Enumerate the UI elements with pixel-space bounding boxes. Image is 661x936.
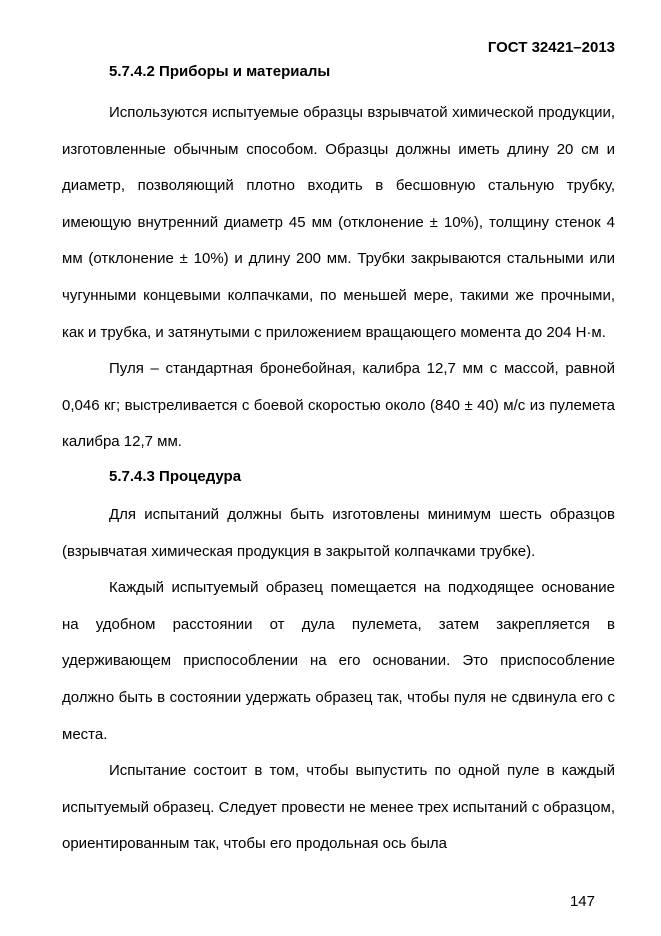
paragraph-bullet: Пуля – стандартная бронебойная, калибра 12,7 мм с массой, равной 0,046 кг; выстреливается с боевой скоростью около (840 ± 40) м/с из пулемета калибра 12,7 мм. [62, 360, 615, 451]
section-heading-instruments: 5.7.4.2 Приборы и материалы [109, 63, 331, 80]
paragraph-placement: Каждый испытуемый образец помещается на подходящее основание на удобном расстоянии от дула пулемета, затем закрепляется в удерживающем приспособлении на его основании. Это приспособление должно быть в состоянии удержать образец так, чтобы пуля не сдвинула его с места. [62, 579, 615, 743]
standard-header: ГОСТ 32421–2013 [487, 39, 615, 56]
paragraph-sample-count: Для испытаний должны быть изготовлены минимум шесть образцов (взрывчатая химическая продукция в закрытой колпачками трубке). [62, 505, 615, 560]
document-page [62, 0, 615, 936]
page-number: 147 [569, 893, 595, 910]
document-body [62, 62, 615, 863]
section-heading-procedure: 5.7.4.3 Процедура [109, 467, 242, 485]
paragraph-test-description: Испытание состоит в том, чтобы выпустить по одной пуле в каждый испытуемый образец. Следует провести не менее трех испытаний с образцом, ориентированным так, чтобы его продольная ось была [62, 762, 615, 853]
paragraph-samples: Используются испытуемые образцы взрывчатой химической продукции, изготовленные обычным способом. Образцы должны иметь длину 20 см и диаметр, позволяющий плотно входить в бесшовную стальную трубку, имеющую внутренний диаметр 45 мм (отклонение ± 10%), толщину стенок 4 мм (отклонение ± 10%) и длину 200 мм. Трубки закрываются стальными или чугунными концевыми колпачками, по меньшей мере, такими же прочными, как и трубка, и затянутыми с приложением вращающего момента до 204 Н·м. [62, 104, 615, 341]
